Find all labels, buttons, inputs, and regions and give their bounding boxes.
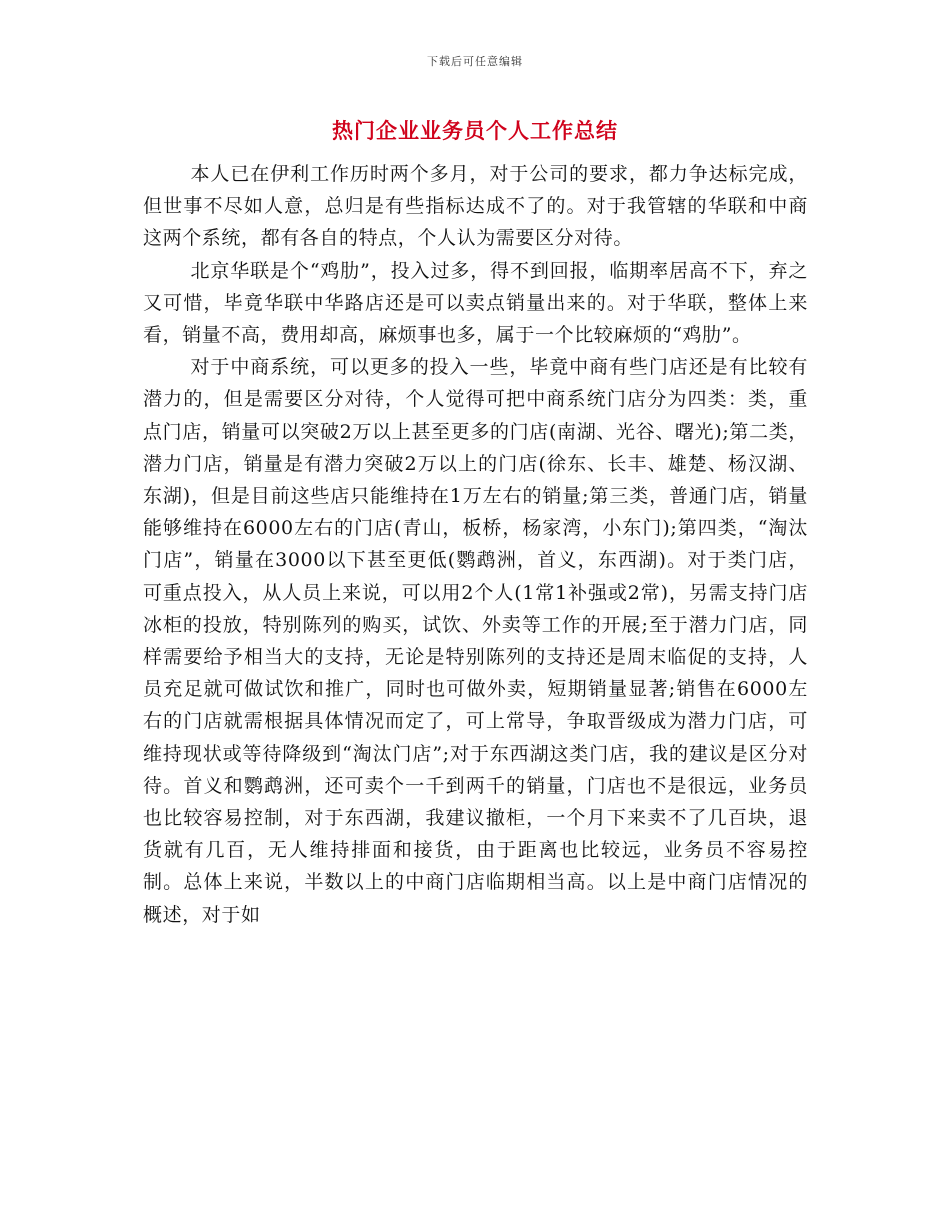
- document-body: [143, 158, 808, 931]
- page-header-note: 下载后可任意编辑: [427, 55, 523, 68]
- paragraph: 对于中商系统，可以更多的投入一些，毕竟中商有些门店还是有比较有潜力的，但是需要区分对待，个人觉得可把中商系统门店分为四类：类，重点门店，销量可以突破2万以上甚至更多的门店(南湖、光谷、曙光);第二类，潜力门店，销量是有潜力突破2万以上的门店(徐东、长丰、雄楚、杨汉湖、东湖)，但是目前这些店只能维持在1万左右的销量;第三类，普通门店，销量能够维持在6000左右的门店(青山，板桥，杨家湾，小东门);第四类，“淘汰门店”，销量在3000以下甚至更低(鹦鹉洲，首义，东西湖)。对于类门店，可重点投入，从人员上来说，可以用2个人(1常1补强或2常)，另需支持门店冰柜的投放，特别陈列的购买，试饮、外卖等工作的开展;至于潜力门店，同样需要给予相当大的支持，无论是特别陈列的支持还是周末临促的支持，人员充足就可做试饮和推广，同时也可做外卖，短期销量显著;销售在6000左右的门店就需根据具体情况而定了，可上常导，争取晋级成为潜力门店，可维持现状或等待降级到“淘汰门店”;对于东西湖这类门店，我的建议是区分对待。首义和鹦鹉洲，还可卖个一千到两千的销量，门店也不是很远，业务员也比较容易控制，对于东西湖，我建议撤柜，一个月下来卖不了几百块，退货就有几百，无人维持排面和接货，由于距离也比较远，业务员不容易控制。总体上来说，半数以上的中商门店临期相当高。以上是中商门店情况的概述，对于如: [143, 356, 808, 926]
- paragraph: 本人已在伊利工作历时两个多月，对于公司的要求，都力争达标完成，但世事不尽如人意，总归是有些指标达成不了的。对于我管辖的华联和中商这两个系统，都有各自的特点，个人认为需要区分对待。: [143, 163, 808, 250]
- paragraph: 北京华联是个“鸡肋”，投入过多，得不到回报，临期率居高不下，弃之又可惜，毕竟华联中华路店还是可以卖点销量出来的。对于华联，整体上来看，销量不高，费用却高，麻烦事也多，属于一个比较麻烦的“鸡肋”。: [143, 259, 808, 347]
- document-title: 热门企业业务员个人工作总结: [332, 118, 618, 143]
